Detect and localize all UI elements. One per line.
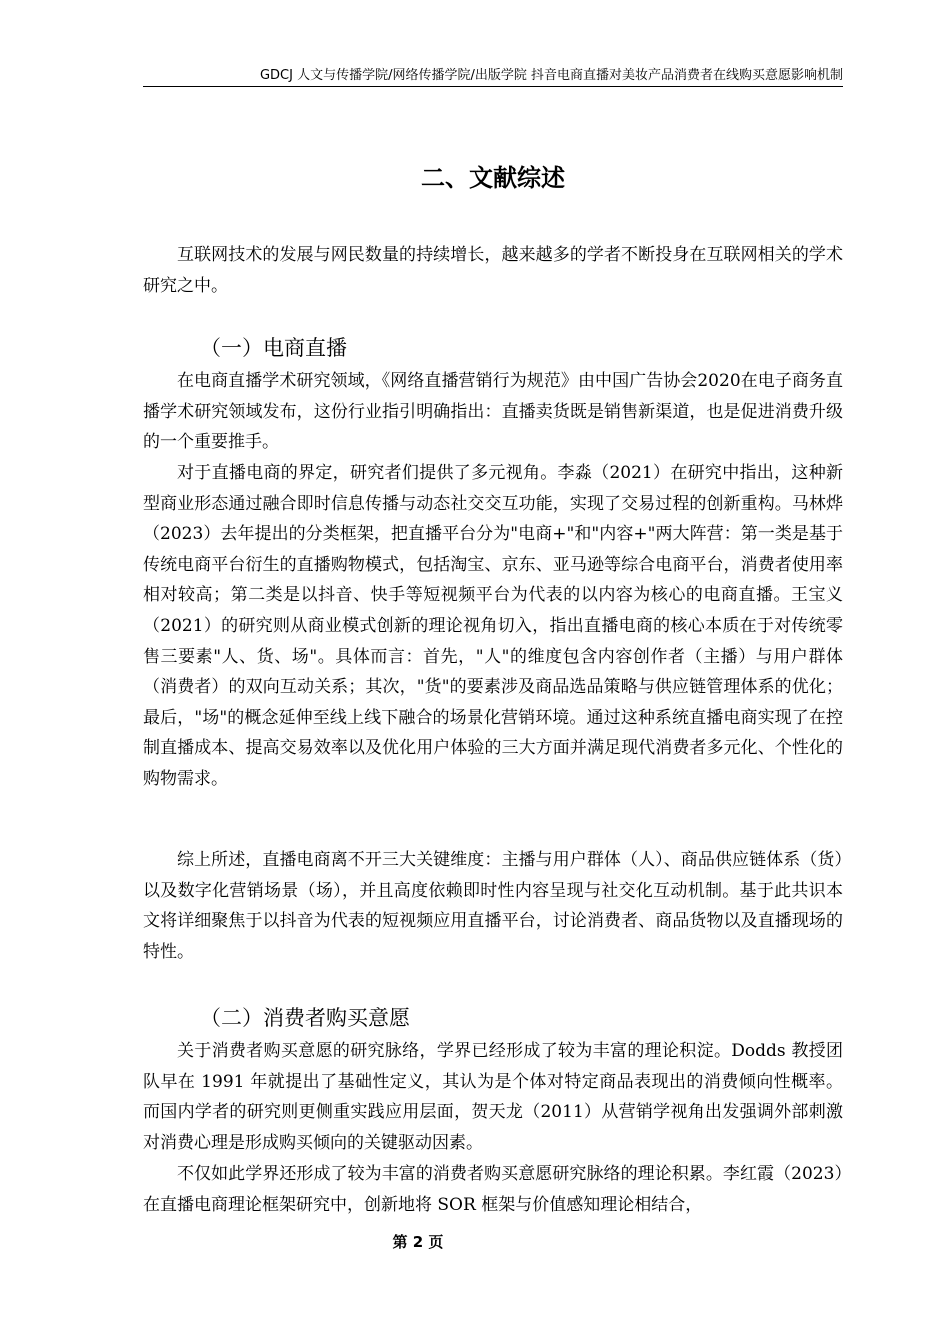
paragraph: 综上所述，直播电商离不开三大关键维度：主播与用户群体（人）、商品供应链体系（货）以及数字化营销场景（场），并且高度依赖即时性内容呈现与社交化互动机制。基于此共识本文将详细聚焦于以抖音为代表的短视频应用直播平台，讨论消费者、商品货物以及直播现场的特性。 [143, 850, 843, 962]
page-number: 第 2 页 [392, 1233, 444, 1251]
running-header: GDCJ 人文与传播学院/网络传播学院/出版学院 抖音电商直播对美妆产品消费者在线购买意愿影响机制 [259, 68, 843, 83]
section-heading-live-commerce: （一）电商直播 [200, 336, 347, 360]
paragraph: 不仅如此学界还形成了较为丰富的消费者购买意愿研究脉络的理论积累。李红霞（2023）在直播电商理论框架研究中，创新地将 SOR 框架与价值感知理论相结合， [143, 1164, 843, 1215]
paragraph: 对于直播电商的界定，研究者们提供了多元视角。李淼（2021）在研究中指出，这种新型商业形态通过融合即时信息传播与动态社交交互功能，实现了交易过程的创新重构。马林烨（2023）去年提出的分类框架，把直播平台分为"电商+"和"内容+"两大阵营：第一类是基于传统电商平台衍生的直播购物模式，包括淘宝、京东、亚马逊等综合电商平台，消费者使用率相对较高；第二类是以抖音、快手等短视频平台为代表的以内容为核心的电商直播。王宝义（2021）的研究则从商业模式创新的理论视角切入，指出直播电商的核心本质在于对传统零售三要素"人、货、场"。具体而言：首先，"人"的维度包含内容创作者（主播）与用户群体（消费者）的双向互动关系；其次，"货"的要素涉及商品选品策略与供应链管理体系的优化；最后，"场"的概念延伸至线上线下融合的场景化营销环境。通过这种系统直播电商实现了在控制直播成本、提高交易效率以及优化用户体验的三大方面并满足现代消费者多元化、个性化的购物需求。 [143, 463, 843, 789]
paragraph: 关于消费者购买意愿的研究脉络，学界已经形成了较为丰富的理论积淀。Dodds 教授团队早在 1991 年就提出了基础性定义，其认为是个体对特定商品表现出的消费倾向性概率。而国内学者的研究则更侧重实践应用层面，贺天龙（2011）从营销学视角出发强调外部刺激对消费心理是形成购买倾向的关键驱动因素。 [143, 1041, 843, 1153]
intro-paragraph: 互联网技术的发展与网民数量的持续增长，越来越多的学者不断投身在互联网相关的学术研究之中。 [143, 245, 843, 296]
header-divider [143, 86, 843, 87]
chapter-title: 二、文献综述 [421, 164, 565, 192]
paragraph: 在电商直播学术研究领域，《网络直播营销行为规范》由中国广告协会2020在电子商务直播学术研究领域发布，这份行业指引明确指出：直播卖货既是销售新渠道，也是促进消费升级的一个重要推手。 [143, 371, 843, 453]
section-heading-purchase-intention: （二）消费者购买意愿 [200, 1006, 410, 1030]
